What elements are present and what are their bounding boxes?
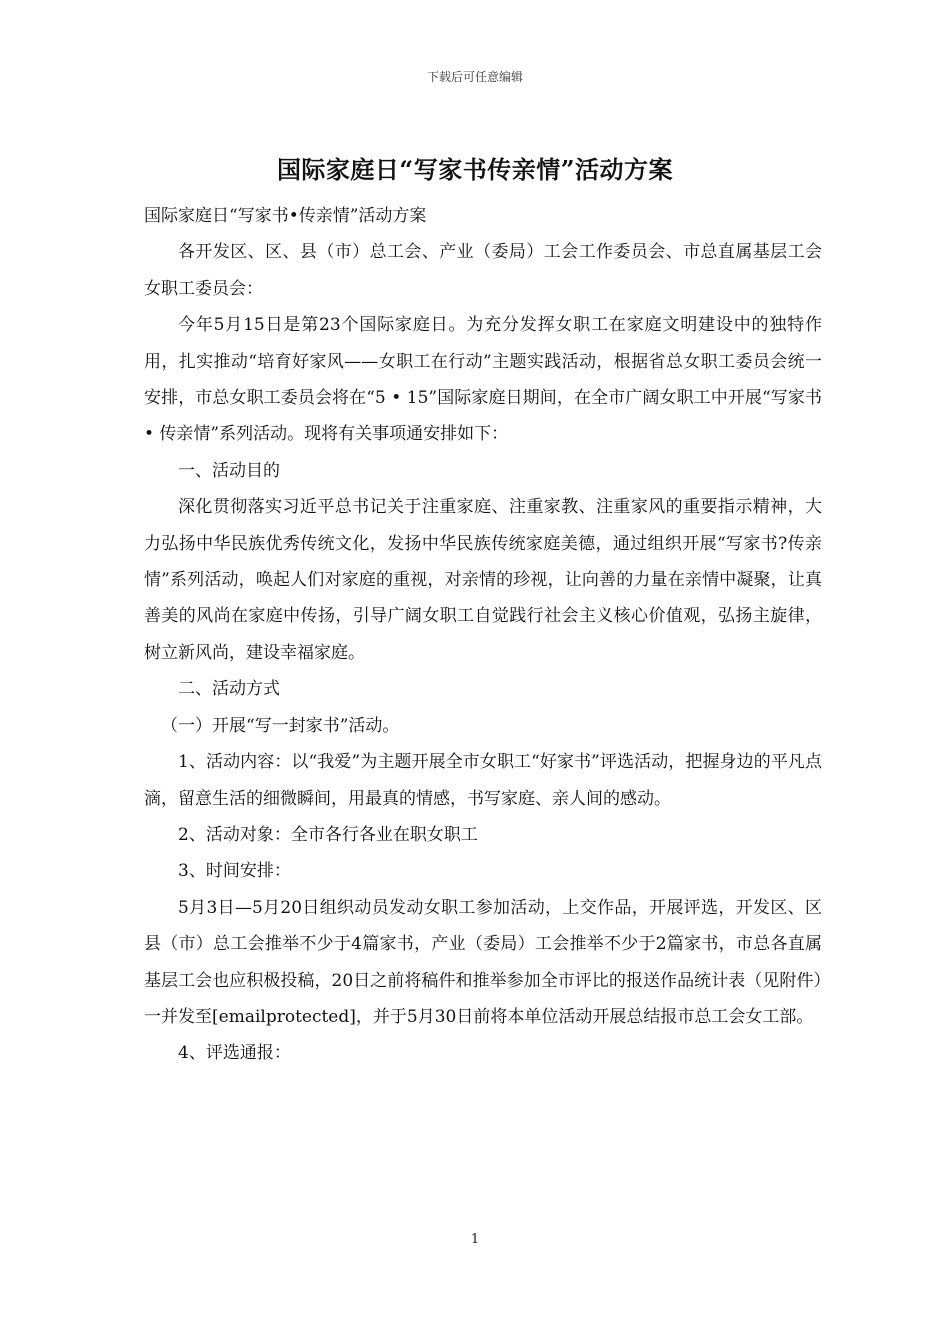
evaluation-heading: 4、评选通报： xyxy=(178,1043,291,1064)
schedule-heading: 3、时间安排： xyxy=(178,861,291,882)
content-paragraph: 1、活动内容：以“我爱”为主题开展全市女职工“好家书”评选活动，把握身边的平凡点滴，留意生活的细微瞬间，用最真的情感，书写家庭、亲人间的感动。 xyxy=(144,752,822,809)
document-body xyxy=(144,198,822,1072)
intro-paragraph: 今年5月15日是第23个国际家庭日。为充分发挥女职工在家庭文明建设中的独特作用，扎实推动“培育好家风——女职工在行动”主题实践活动，根据省总女职工委员会统一安排，市总女职工委员会将在“5 • 15”国际家庭日期间，在全市广阔女职工中开展“写家书 • 传亲情”系列活动。现将有关事项通安排如下： xyxy=(144,315,822,445)
subsection-heading-letter: （一）开展“写一封家书”活动。 xyxy=(161,715,400,736)
document-title: 国际家庭日“写家书传亲情”活动方案 xyxy=(276,155,674,184)
page-number: 1 xyxy=(470,1232,480,1247)
section-heading-method: 二、活动方式 xyxy=(178,679,280,700)
subtitle-line: 国际家庭日“写家书•传亲情”活动方案 xyxy=(144,206,427,226)
section-heading-purpose: 一、活动目的 xyxy=(178,460,280,481)
target-paragraph: 2、活动对象：全市各行各业在职女职工 xyxy=(178,824,478,845)
purpose-paragraph: 深化贯彻落实习近平总书记关于注重家庭、注重家教、注重家风的重要指示精神，大力弘扬中华民族优秀传统文化，发扬中华民族传统家庭美德，通过组织开展“写家书?传亲情”系列活动，唤起人们对家庭的重视，对亲情的珍视，让向善的力量在亲情中凝聚，让真善美的风尚在家庭中传扬，引导广阔女职工自觉践行社会主义核心价值观，弘扬主旋律，树立新风尚，建设幸福家庭。 xyxy=(144,497,822,663)
schedule-paragraph: 5月3日—5月20日组织动员发动女职工参加活动，上交作品，开展评选，开发区、区县（市）总工会推举不少于4篇家书，产业（委局）工会推举不少于2篇家书，市总各直属基层工会也应积极投稿，20日之前将稿件和推举参加全市评比的报送作品统计表（见附件）一并发至[emailprotected]，并于5月30日前将本单位活动开展总结报市总工会女工部。 xyxy=(144,897,822,1027)
addressee-paragraph: 各开发区、区、县（市）总工会、产业（委局）工会工作委员会、市总直属基层工会女职工委员会： xyxy=(144,242,822,299)
header-note: 下载后可任意编辑 xyxy=(426,70,523,84)
